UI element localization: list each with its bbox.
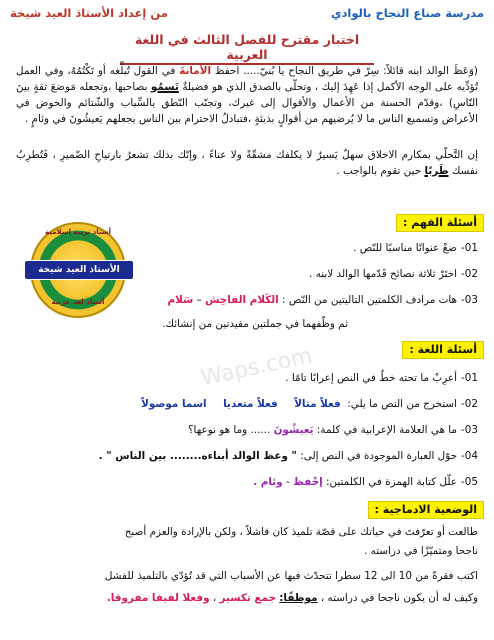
- integration-line-4: وكيف له أن يكون ناجحا في دراسته ، موظفًا: جمع تكسير ، وفعلا لفيفا مفروقا.: [106, 592, 478, 604]
- comprehension-question-3-part-b: ثم وظّفهما في جملتين مفيدتين من إنشائك.: [162, 318, 348, 330]
- section-integration-heading: الوضعية الادماجية :: [368, 501, 485, 519]
- teacher-credit: من إعداد الأستاذ العيد شيخة: [10, 6, 168, 20]
- language-question-1: 01-أعرِبْ ما تحته خطٌ في النص إعرابًا تامًا .: [285, 372, 478, 384]
- watermark: Waps.com: [198, 343, 315, 392]
- word-tarban: طَربًا: [424, 165, 449, 177]
- school-name: مدرسة صناع النجاح بالوادي: [330, 6, 484, 20]
- teacher-badge-logo: [30, 222, 126, 318]
- word-tasmu: تَسمُو: [150, 81, 179, 93]
- badge-top-text: أستاذ تربية إسلامية: [45, 228, 111, 236]
- integration-line-1: طالعت أو تعرّفتَ في حياتك على قصّة تلميذ كان فاشلاً ، ولكن بالإرادة والعزم أصبح: [124, 526, 478, 538]
- language-question-2: 02-استخرج من النص ما يلي: فعلاً مثالاً فعلاً متعديا اسما موصولاً: [141, 398, 478, 410]
- section-language-heading: أسئلة اللغة :: [402, 341, 484, 359]
- term-fahish: الكَلام الفاحِش: [205, 294, 279, 306]
- comprehension-question-3: 03-هات مرادف الكلمتين التاليتين من النّص : الكَلام الفاحِش – سَلام: [167, 294, 478, 306]
- integration-line-2: ناجحا ومتميّزًا في دراسته .: [364, 545, 478, 557]
- page-header: [10, 6, 484, 28]
- section-comprehension-heading: أسئلة الفهم :: [396, 214, 484, 232]
- term-salam: سَلام: [167, 294, 194, 306]
- passage-paragraph-1: (وَعَظَ الوالد ابنه قائلاً: سِرْ في طريق النجاح يا بُنيّ..... احفظ الأمانةَ في القول تُبلِّغه أو تَكْتُمُهُ، وفي العمل تُؤدِّيه على الوجه الأكمل إذا عَهِدَ إليك ، وتحلّى بالصدق الذي هو فضيلةٌ تَسمُو بصاحبها ،وتجعله مَوضعَ ثقةٍ بينَ النّاسِ) ،وقدّم الحسنة من الأعمال والأقوال إلى غيرك، وتجنّب النّطق بالسِّباب والشّتائم والخوض في الأعراض وتسميع الناس ما لا يُرضيهم من أقوالٍ بذيئةٍ ،فتبادلُ الاحترام بين الناس يجعلهم يَعيشُونَ في وئامٍ .: [16, 65, 478, 125]
- word-amana: الأمانةَ: [179, 65, 212, 77]
- passage-paragraph-2: إن التَّحلّي بمكارم الاخلاق سهلٌ يَسيرٌ لا يكلفك مشقّةً ولا عناءً ، وإنّك بذلك تشعرُ بارتياحِ الضّميرِ ، فَتُطرِبُ نفسك طَربًا حين تقوم بالواجب .: [16, 149, 478, 177]
- language-question-4: 04-حوّل العبارة الموجودة في النص إلى: " وعظ الوالد أبناءه........ بين الناس " .: [98, 450, 478, 462]
- language-question-3: 03-ما هي العلامة الإعرابية في كلمة: يَعيشُونَ ...... وما هو نوعها؟: [188, 424, 478, 436]
- badge-name: الأستاذ العيد شيخة: [24, 260, 134, 280]
- comprehension-question-1: 01-ضعْ عنوانًا مناسبًا للنّص .: [353, 242, 478, 254]
- integration-line-3: اكتب فقرةً من 10 الى 12 سطرا تتحدّث فيها عن الأسباب التي قد تُؤدّي بالتلميذ للفشل: [104, 570, 478, 582]
- comprehension-question-2: 02-اختَرْ ثلاثة نصائح قَدّمها الوالد لابنه .: [309, 268, 478, 280]
- word-yaeeshun: يَعيشُونَ: [273, 424, 314, 436]
- exam-title: اختبار مقترح للفصل الثالث في اللغة العربية: [120, 32, 374, 65]
- badge-bottom-text: أستاذ لغة عربية: [51, 298, 105, 306]
- language-question-5: 05-علّل كتابة الهمزة في الكلمتين: إحْفظ - وئام .: [253, 476, 478, 488]
